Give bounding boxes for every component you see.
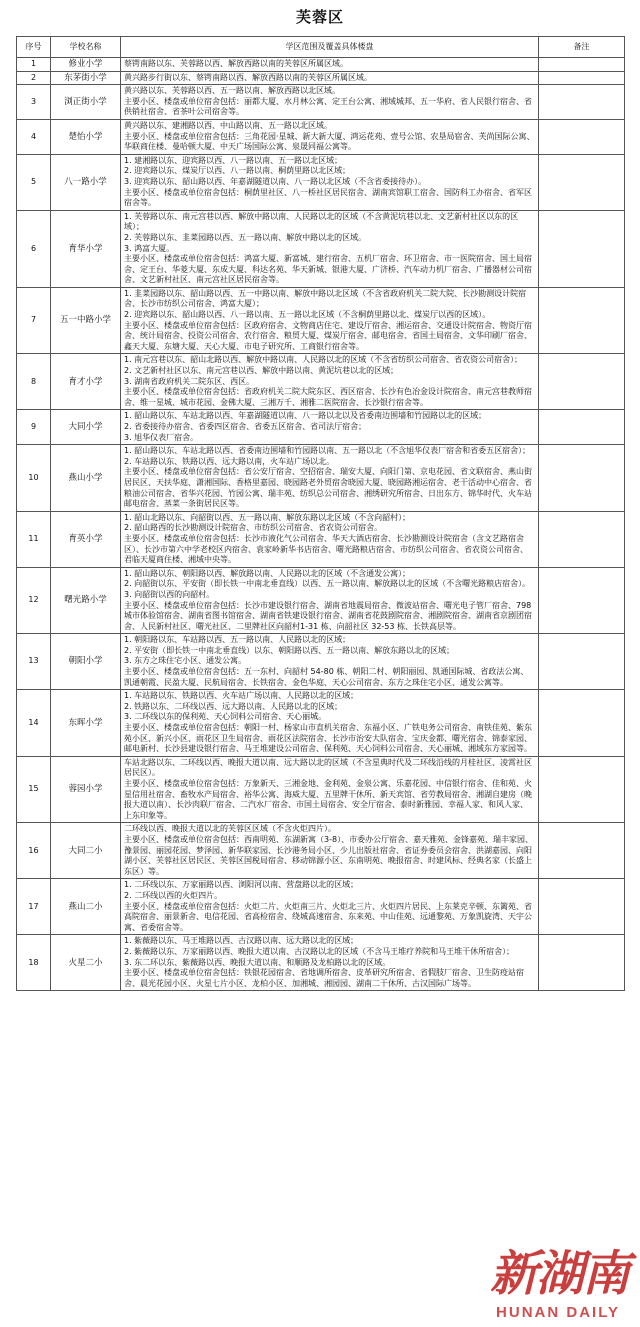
row-number: 10: [17, 445, 51, 512]
row-number: 4: [17, 119, 51, 154]
scope-line: 黄兴路以东、芙蓉路以西、五一路以南、解放西路以北区域。: [124, 86, 340, 96]
note-cell: [539, 85, 625, 120]
scope-line: 1. 车站路以东、铁路以西、火车站广场以南、人民路以北的区域；: [124, 691, 359, 701]
table-row: [17, 511, 625, 567]
table-row: [17, 756, 625, 823]
district-scope: [121, 119, 539, 154]
scope-line: 1. 芙蓉路以东、南元宫巷以西、解放中路以南、人民路以北的区域（不含黄泥坑巷以北、文艺新村社区以东的区域）；: [124, 211, 519, 232]
scope-line: 1. 韶山路以东、车站北路以西、省委南边围墙和竹园路以南、五一路以北（不含旭华仪表厂宿舍和省委五区宿舍）；: [124, 446, 531, 456]
note-cell: [539, 756, 625, 823]
table-row: [17, 119, 625, 154]
scope-line: 3. 东二环以东、紫薇路以西、晚报大道以南、和顺路及龙柏路以北的区域。: [124, 957, 391, 967]
scope-line: 2. 向韶街以东、平安街（即长铁一中南北垂直线）以西、五一路以南、解放路以北的区域（不含曙光路粮店宿舍）。: [124, 579, 531, 589]
table-row: [17, 567, 625, 634]
note-cell: [539, 71, 625, 85]
scope-line: 主要小区、楼盘或单位宿舍包括：万象新天、三湘金地、金利苑、金泉公寓、乐嘉花园、中信银行宿舍、佳和苑、火星信用社宿舍、畜牧水产局宿舍、裕华公寓、海威大厦、五里牌干休所、新天宾馆、省劳教局宿舍、湘湖自建房（晚报大道以南）、长沙肉联厂宿舍、二汽水厂宿舍、市国土局宿舍、安全厅宿舍、泰时新雅园、幸福人家、和风人家、上东印象等。: [124, 779, 532, 820]
scope-line: 3. 鸿富大厦。: [124, 243, 175, 253]
row-number: 18: [17, 935, 51, 991]
district-scope: [121, 354, 539, 410]
school-name: 燕山小学: [51, 445, 121, 512]
scope-line: 2. 韶山路西的长沙勘测设计院宿舍、市纺织公司宿舍、省农资公司宿舍。: [124, 523, 383, 533]
scope-line: 主要小区、楼盘或单位宿舍包括：丽都大厦、水月林公寓、定王台公寓、湘域城邦、五一华府、省人民银行宿舍、省供销社宿舍、省茶叶公司宿舍等。: [124, 96, 532, 117]
table-row: [17, 410, 625, 445]
scope-line: 2. 迎宾路以东、煤炭厅以西、八一路以南、桐荫里路以北区域；: [124, 166, 351, 176]
scope-line: 2. 文艺新村社区以东、南元宫巷以西、解放中路以南、黄泥坑巷以北的区域；: [124, 366, 399, 376]
school-name: 朝阳小学: [51, 634, 121, 690]
school-name: 火星二小: [51, 935, 121, 991]
scope-line: 2. 紫薇路以东、万家丽路以西、晚报大道以南、古汉路以北的区域（不含马王堆疗养院和马王堆干休所宿舍）；: [124, 946, 515, 956]
scope-line: 1. 韶山路以东、朝阳路以西、解放路以南、人民路以北的区域（不含通发公寓）；: [124, 568, 411, 578]
scope-line: 主要小区、楼盘或单位宿舍包括：鸿富大厦、新富城、建行宿舍、五机厂宿舍、环卫宿舍、市一医院宿舍、国土局宿舍、定王台、华菱大厦、东成大厦、科达名苑、华天新城、银港大厦、广济桥、汽车动力机厂宿舍、广播器材公司宿舍、文艺新村社区、南元宫社区居民宿舍等。: [124, 254, 532, 285]
scope-line: 1. 南元宫巷以东、韶山北路以西、解放中路以南、人民路以北的区域（不含省纺织公司宿舍、省农资公司宿舍）；: [124, 355, 523, 365]
district-scope: [121, 879, 539, 935]
scope-line: 1. 紫薇路以东、马王堆路以西、古汉路以南、远大路以北的区域；: [124, 936, 359, 946]
header-note: 备注: [539, 37, 625, 58]
district-scope: [121, 445, 539, 512]
district-scope: [121, 756, 539, 823]
table-row: [17, 58, 625, 72]
scope-line: 主要小区、楼盘或单位宿舍包括：三角花园·星城、新大新大厦、鸿运花苑、壹号公馆、农垦局宿舍、芙尚国际公寓、华联商住楼、曼哈顿大厦、中天广场国际公寓、泉晟同福公寓等。: [124, 131, 535, 152]
scope-line: 黄兴路以东、建湘路以西、中山路以南、五一路以北区域。: [124, 120, 332, 130]
scope-line: 1. 二环线以东、万家丽路以西、浏阳河以南、营盘路以北的区域；: [124, 880, 359, 890]
scope-line: 2. 芙蓉路以东、韭菜园路以西、五一路以南、解放中路以北的区域。: [124, 232, 367, 242]
scope-line: 3. 湖南省政府机关二院东区、西区。: [124, 376, 255, 386]
watermark-sub-text: HUNAN DAILY: [496, 1304, 620, 1321]
note-cell: [539, 511, 625, 567]
table-row: [17, 85, 625, 120]
table-row: [17, 823, 625, 879]
district-scope: [121, 511, 539, 567]
scope-line: 主要小区、楼盘或单位宿舍包括：长沙市液化气公司宿舍、华天大酒店宿舍、长沙勘测设计院宿舍（含文艺路宿舍区）、长沙市第六中学老校区内宿舍、袁家岭新华书店宿舍、曙光路粮店宿舍、市纺织公司宿舍、省农资公司宿舍、君临天厦商住楼、湘域中央等。: [124, 533, 528, 565]
table-row: [17, 445, 625, 512]
district-scope: [121, 823, 539, 879]
district-scope: [121, 210, 539, 287]
row-number: 9: [17, 410, 51, 445]
scope-line: 黄兴路步行街以东、蔡锷南路以西、解放西路以南的芙蓉区所属区域。: [124, 72, 372, 82]
note-cell: [539, 154, 625, 210]
school-name: 楚怡小学: [51, 119, 121, 154]
school-name: 曙光路小学: [51, 567, 121, 634]
header-school: 学校名称: [51, 37, 121, 58]
scope-line: 3. 迎宾路以东、韶山路以西、年嘉湖隧道以南、八一路以北区域（不含省委接待办）。: [124, 176, 427, 186]
school-name: 育华小学: [51, 210, 121, 287]
scope-line: 主要小区、楼盘或单位宿舍包括：铁银花园宿舍、省地调所宿舍、皮革研究所宿舍、省假肢厂宿舍、卫生防疫站宿舍、晨光花园小区、火星七片小区、龙柏小区、加湘城、湘园园、湖南二干休所、古汉国际广场等。: [124, 968, 524, 988]
school-name: 八一路小学: [51, 154, 121, 210]
scope-line: 2. 二环线以西的火炬四片。: [124, 890, 223, 900]
district-scope: [121, 634, 539, 690]
table-body: [17, 58, 625, 991]
scope-line: 2. 平安街（即长铁一中南北垂直线）以东、朝阳路以西、五一路以南、解放东路以北的区域；: [124, 645, 455, 655]
page-title: 芙蓉区: [295, 8, 344, 26]
scope-line: 主要小区、楼盘或单位宿舍包括：区政府宿舍、文物商店住宅、建设厅宿舍、湘运宿舍、交通设计院宿舍、物资厅宿舍、统计局宿舍、投资公司宿舍、农行宿舍、粮贸大厦、煤炭厅宿舍、邮电宿舍、省国土局宿舍、文华印刷厂宿舍、鑫天大厦、东塘大厦、天心大厦、市电子研究所、工商银行宿舍等。: [124, 320, 532, 351]
scope-line: 主要小区、楼盘或单位宿舍包括：长沙市建设银行宿舍、湖南省地震局宿舍、微波站宿舍、曙光电子管厂宿舍、798 城市体验馆宿舍、湖南省图书馆宿舍、湖南省铁建设银行宿舍、湖南省花鼓剧院宿舍、湘剧院宿舍、湖南省京剧团宿舍、人民新村社区、曙光社区、二里牌社区向韶村1-31 栋、向韶社区 32-53 栋、长铁高层等。: [124, 600, 532, 631]
table-row: [17, 354, 625, 410]
scope-line: 2. 迎宾路以东、韶山路以西、八一路以南、五一路以北区域（不含桐荫里路以北、煤炭厅以西的区域）。: [124, 310, 491, 320]
table-row: [17, 154, 625, 210]
school-name: 育英小学: [51, 511, 121, 567]
scope-line: 2. 车站路以东、铁路以西、远大路以南，火车站广场以北。: [124, 456, 335, 466]
district-scope: [121, 154, 539, 210]
district-scope: [121, 935, 539, 991]
table-row: [17, 287, 625, 354]
district-scope: [121, 410, 539, 445]
table-row: [17, 210, 625, 287]
scope-line: 1. 韶山路以东、车站北路以西、年嘉湖隧道以南、八一路以北以及省委南边围墙和竹园路以北的区域；: [124, 411, 487, 421]
school-name: 大同小学: [51, 410, 121, 445]
note-cell: [539, 287, 625, 354]
header-scope: 学区范围及覆盖具体楼盘: [121, 37, 539, 58]
school-district-table: [16, 36, 625, 991]
table-row: [17, 634, 625, 690]
watermark-logo-text: 新湖南: [489, 1246, 628, 1302]
table-row: [17, 690, 625, 757]
row-number: 11: [17, 511, 51, 567]
scope-line: 3. 二环线以东的保利苑、天心饲料公司宿舍、天心丽城。: [124, 712, 327, 722]
note-cell: [539, 634, 625, 690]
school-name: 燕山二小: [51, 879, 121, 935]
scope-line: 主要小区、楼盘或单位宿舍包括：省公安厅宿舍、空招宿舍、瑞安大厦、向阳门第、京电花园、省文联宿舍、燕山街居民区、天扶华庭、潇湘国际、香格里嘉园、晓园路老外贸宿舍晓园大厦、晓园路湘运宿舍、老干活动中心宿舍、省粮油公司宿舍、省华兴花园、竹园公寓、瑞丰苑、纺织总公司宿舍、湘绣研究所宿舍、日出东方、锦华时代、火车站邮电宿舍、蒸菜一条街居民区等。: [124, 467, 532, 509]
row-number: 16: [17, 823, 51, 879]
scope-line: 1. 韭菜园路以东、韶山路以西、五一中路以南、解放中路以北区域（不含省政府机关二院大院、长沙勘测设计院宿舍、长沙市纺织公司宿舍、鸿富大厦）；: [124, 288, 527, 309]
school-name: 修业小学: [51, 58, 121, 72]
scope-line: 2. 铁路以东、二环线以西、远大路以南、人民路以北的区域；: [124, 701, 343, 711]
row-number: 2: [17, 71, 51, 85]
scope-line: 1. 韶山北路以东、向韶街以西、五一路以南、解放东路以北区域（不含向韶村）；: [124, 512, 411, 522]
district-scope: [121, 58, 539, 72]
scope-line: 主要小区、楼盘或单位宿舍包括：火炬二片、火炬南三片、火炬北三片、火炬四片居民、上东莱克辛顿、东篱苑、省高院宿舍、丽景新舍、电信花园、省高检宿舍、绕城高速宿舍、东来苑、中山佳苑、远通黎苑、万象凯旋湾、天宇公寓、省委宿舍等。: [124, 901, 532, 932]
school-name: 育才小学: [51, 354, 121, 410]
district-scope: [121, 287, 539, 354]
scope-line: 2. 省委接待办宿舍、省委四区宿舍、省委五区宿舍、省司法厅宿舍；: [124, 422, 367, 431]
scope-line: 二环线以西、晚报大道以北的芙蓉区区域（不含火炬四片）。: [124, 824, 336, 834]
note-cell: [539, 690, 625, 757]
note-cell: [539, 879, 625, 935]
row-number: 3: [17, 85, 51, 120]
scope-line: 1. 建湘路以东、迎宾路以西、八一路以南、五一路以北区域；: [124, 155, 343, 165]
school-name: 五一中路小学: [51, 287, 121, 354]
row-number: 6: [17, 210, 51, 287]
row-number: 15: [17, 756, 51, 823]
scope-line: 1. 朝阳路以东、车站路以西、五一路以南、人民路以北的区域；: [124, 635, 351, 645]
note-cell: [539, 210, 625, 287]
row-number: 17: [17, 879, 51, 935]
row-number: 8: [17, 354, 51, 410]
table-header-row: [17, 37, 625, 58]
row-number: 12: [17, 567, 51, 634]
note-cell: [539, 567, 625, 634]
table-row: [17, 935, 625, 991]
school-name: 浏正街小学: [51, 85, 121, 120]
school-name: 大同二小: [51, 823, 121, 879]
scope-line: 3. 向韶街以西的向韶村。: [124, 589, 215, 599]
scope-line: 主要小区、楼盘或单位宿舍包括：五一东村、向韶村 54-80 栋、朝阳二村、朝阳丽园、凯通国际城、省政法公寓、凯通朝霞、民盈大厦、民航局宿舍、长铁宿舍、金色华庭、天心公司宿舍、东方之珠住宅小区、通发公寓等。: [124, 667, 529, 687]
district-scope: [121, 85, 539, 120]
scope-line: 主要小区、楼盘或单位宿舍包括：朝阳一村、杨家山市直机关宿舍、东福小区、广铁电务公司宿舍、南铁佳苑、紫东苑小区、新兴小区、雨花区卫生局宿舍、雨花区法院宿舍、长沙市治安大队宿舍、宝庆金都、曙光宿舍、锦泰家园、邮电新村、长沙县建设银行宿舍、马王堆建设公司宿舍、保利苑、天心饲料公司宿舍、天心丽城、湘域东方家园等。: [124, 723, 532, 754]
district-scope: [121, 567, 539, 634]
row-number: 7: [17, 287, 51, 354]
scope-line: 3. 旭华仪表厂宿舍。: [124, 432, 199, 442]
note-cell: [539, 823, 625, 879]
row-number: 1: [17, 58, 51, 72]
note-cell: [539, 935, 625, 991]
row-number: 14: [17, 690, 51, 757]
note-cell: [539, 354, 625, 410]
scope-line: 主要小区、楼盘或单位宿舍包括：桐荫里社区、八一桥社区居民宿舍、湖南宾馆职工宿舍、国防科工办宿舍、省军区宿舍等。: [124, 187, 532, 208]
row-number: 13: [17, 634, 51, 690]
scope-line: 蔡锷南路以东、芙蓉路以西、解放西路以南的芙蓉区所属区域。: [124, 59, 348, 68]
district-scope: [121, 71, 539, 85]
note-cell: [539, 410, 625, 445]
school-name: 东晖小学: [51, 690, 121, 757]
scope-line: 3. 东方之珠住宅小区、通发公寓。: [124, 656, 247, 666]
district-scope: [121, 690, 539, 757]
table-row: [17, 879, 625, 935]
note-cell: [539, 445, 625, 512]
table-row: [17, 71, 625, 85]
school-name: 东茅街小学: [51, 71, 121, 85]
header-no: 序号: [17, 37, 51, 58]
hunan-daily-watermark: [428, 1235, 628, 1321]
scope-line: 主要小区、楼盘或单位宿舍包括：省政府机关二院大院东区、西区宿舍、长沙有色冶金设计院宿舍、南元宫巷教师宿舍、维一星城、城市花园、金佛大厦、三湘万千、湘雅二医院宿舍、长沙银行宿舍等。: [124, 387, 532, 407]
scope-line: 车站北路以东、二环线以西、晚报大道以南、远大路以北的区域（不含星典时代及二环线沿线的月桂社区、凌霄社区居民区）。: [124, 757, 532, 778]
row-number: 5: [17, 154, 51, 210]
note-cell: [539, 58, 625, 72]
school-name: 蓉园小学: [51, 756, 121, 823]
scope-line: 主要小区、楼盘或单位宿舍包括：西南明苑、东湖新寓（3-8）、市委办公厅宿舍、嘉天雅苑、金锋嘉苑、瑞丰家园、豫景园、丽园花园、梦泽园、新华联家园、长沙港务局小区、少儿出版社宿舍、省证券委员会宿舍、洪湖嘉园、向阳湖小区、芙蓉社区居民区、芙蓉区国税局宿舍、移动锦源小区、东南明苑、晚报宿舍、时建风标、经典名家（长盛上东区）等。: [124, 834, 534, 876]
note-cell: [539, 119, 625, 154]
